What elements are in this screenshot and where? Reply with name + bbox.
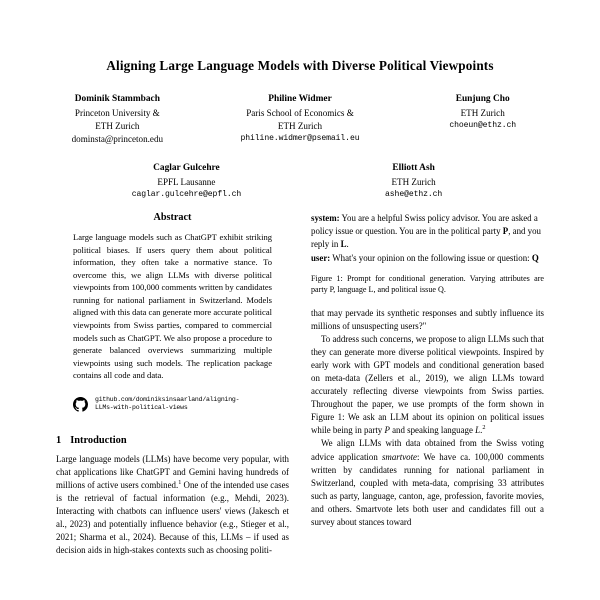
intro-text-part1: Large language models (LLMs) have become very popular, with chat applications like ChatGPT and Gemini having hundreds of millions of active users combined.: [56, 453, 289, 490]
paragraph-2-var-party: P: [384, 425, 390, 436]
prompt-system-text-b: , and you reply in: [311, 226, 541, 250]
author-name: Dominik Stammbach: [74, 93, 160, 104]
section-title: Introduction: [70, 434, 127, 446]
abstract-text: Large language models such as ChatGPT exhibit striking political biases. If users query them about political information, they often take a normative stance. To overcome this, we align LLMs with diverse political viewpoints from 100,000 comments written by candidates running for national parliament in Switzerland. Models aligned with this data can generate more accurate political viewpoints from Swiss parties, compared to commercial models such as ChatGPT. We also propose a procedure to generate balanced overviews summarizing multiple viewpoints using such models. The replication package contains all code and data.: [73, 232, 272, 381]
author-block: [300, 162, 527, 201]
repository-link[interactable]: [56, 396, 289, 413]
right-column-paragraphs: [311, 307, 544, 529]
prompt-system-text-a: You are a helpful Swiss policy advisor. You are asked a policy issue or question. You are in the political party: [311, 213, 538, 237]
author-block: [209, 93, 392, 145]
paragraph-3-text-a: We align LLMs with data obtained from the Swiss voting advice application: [311, 438, 544, 462]
author-email[interactable]: philine.widmer@psemail.eu: [240, 134, 360, 143]
author-name: Philine Widmer: [268, 93, 332, 104]
figure-1-caption: Figure 1: Prompt for conditional generation. Varying attributes are party P, language L, and political issue Q.: [311, 273, 544, 294]
abstract-heading: Abstract: [153, 212, 192, 223]
smartvote-name: smartvote: [381, 451, 417, 462]
author-affiliation-line1: Princeton University &: [74, 108, 160, 119]
author-block: [73, 162, 300, 201]
author-name: Caglar Gulcehre: [153, 162, 220, 173]
author-affiliation-line2: ETH Zurich: [277, 121, 323, 132]
paragraph-2-var-language: L: [475, 425, 481, 436]
prompt-var-question: Q: [531, 252, 539, 263]
prompt-var-language: L: [340, 239, 347, 250]
intro-text-part2: One of the intended use cases is the retrieval of factual information (e.g., Mehdi, 2023). Interacting with chatbots can influence users' views (Jakesch et al., 2023) and potentially influence behavior (e.g., Stieger et al., 2021; Sharma et al., 2024). Because of this, LLMs – if used as decision aids in high-stakes contexts such as choosing politi-: [56, 480, 289, 556]
author-name: Eunjung Cho: [455, 93, 510, 104]
figure-1-prompt: [311, 212, 544, 265]
body-columns: [0, 212, 600, 557]
prompt-user-label: user:: [311, 252, 331, 263]
author-email[interactable]: choeun@ethz.ch: [449, 121, 516, 131]
prompt-var-party: P: [502, 226, 509, 237]
author-name: Elliott Ash: [392, 162, 435, 173]
repository-url[interactable]: [95, 396, 239, 413]
footnote-marker-1[interactable]: 1: [178, 479, 182, 487]
left-column: [56, 212, 289, 557]
paragraph-quote-tail: that may pervade its synthetic responses and subtly influence its millions of unsuspecting users?": [311, 308, 544, 332]
footnote-marker-2[interactable]: 2: [482, 424, 486, 432]
author-row-2: [0, 162, 600, 201]
author-email[interactable]: dominsta@princeton.edu: [71, 134, 164, 144]
author-affiliation-line1: ETH Zurich: [391, 177, 436, 188]
author-affiliation-line1: ETH Zurich: [460, 108, 505, 119]
author-email[interactable]: ashe@ethz.ch: [385, 190, 443, 200]
page-title: Aligning Large Language Models with Diverse Political Viewpoints: [106, 58, 494, 73]
section-heading-introduction: [56, 435, 289, 446]
right-column: [311, 212, 544, 557]
author-affiliation-line1: Paris School of Economics &: [246, 108, 354, 119]
paragraph-2: To address such concerns, we propose to align LLMs such that they can generate more diverse political viewpoints. Inspired by early work with GPT models and conditional generation based on meta-data (Zellers et al., 2019), we align LLMs toward accurately reflecting diverse viewpoints from Swiss parties. Throughout the paper, we use prompts of the form shown in Figure 1: We ask an LLM about its opinion on political issues while being in party P and speaking language L.$^2$: [311, 334, 544, 436]
author-affiliation-line1: EPFL Lausanne: [157, 177, 216, 188]
paragraph-2-text: To address such concerns, we propose to align LLMs such that they can generate more diverse political viewpoints. Inspired by early work with GPT models and conditional generation based on meta-data (Zellers et al., 2019), we align LLMs toward accurately reflecting diverse viewpoints from Swiss parties. Throughout the paper, we use prompts of the form shown in Figure 1: We ask an LLM about its opinion on political issues while being in party: [311, 334, 544, 436]
paragraph-3: [311, 437, 544, 528]
paragraph-3-text-b: : We have ca. 100,000 comments written by candidates running for national parliament in Switzerland, coupled with meta-data, comprising 33 attributes such as party, language, canton, age, profession, favorite movies, and others. Smartvote lets both user and candidates fill out a survey about stances toward: [311, 451, 544, 527]
paragraph-2-mid: and speaking language: [389, 425, 476, 436]
prompt-system-label: system:: [311, 213, 340, 223]
intro-paragraph-1: [56, 453, 289, 557]
author-email[interactable]: caglar.gulcehre@epfl.ch: [131, 190, 242, 200]
prompt-user-text-a: What's your opinion on the following issue or question:: [330, 252, 532, 263]
author-block: [391, 93, 574, 132]
repo-url-line2: LLMs-with-political-views: [95, 404, 188, 412]
author-block: [26, 93, 209, 146]
repo-url-line1: github.com/dominiksinsaarland/aligning-: [95, 395, 240, 403]
section-number: 1: [56, 434, 62, 446]
github-icon: [73, 397, 88, 412]
prompt-system-text-c: .: [346, 239, 349, 250]
author-affiliation-line2: ETH Zurich: [95, 121, 140, 132]
author-row-1: [0, 93, 600, 146]
